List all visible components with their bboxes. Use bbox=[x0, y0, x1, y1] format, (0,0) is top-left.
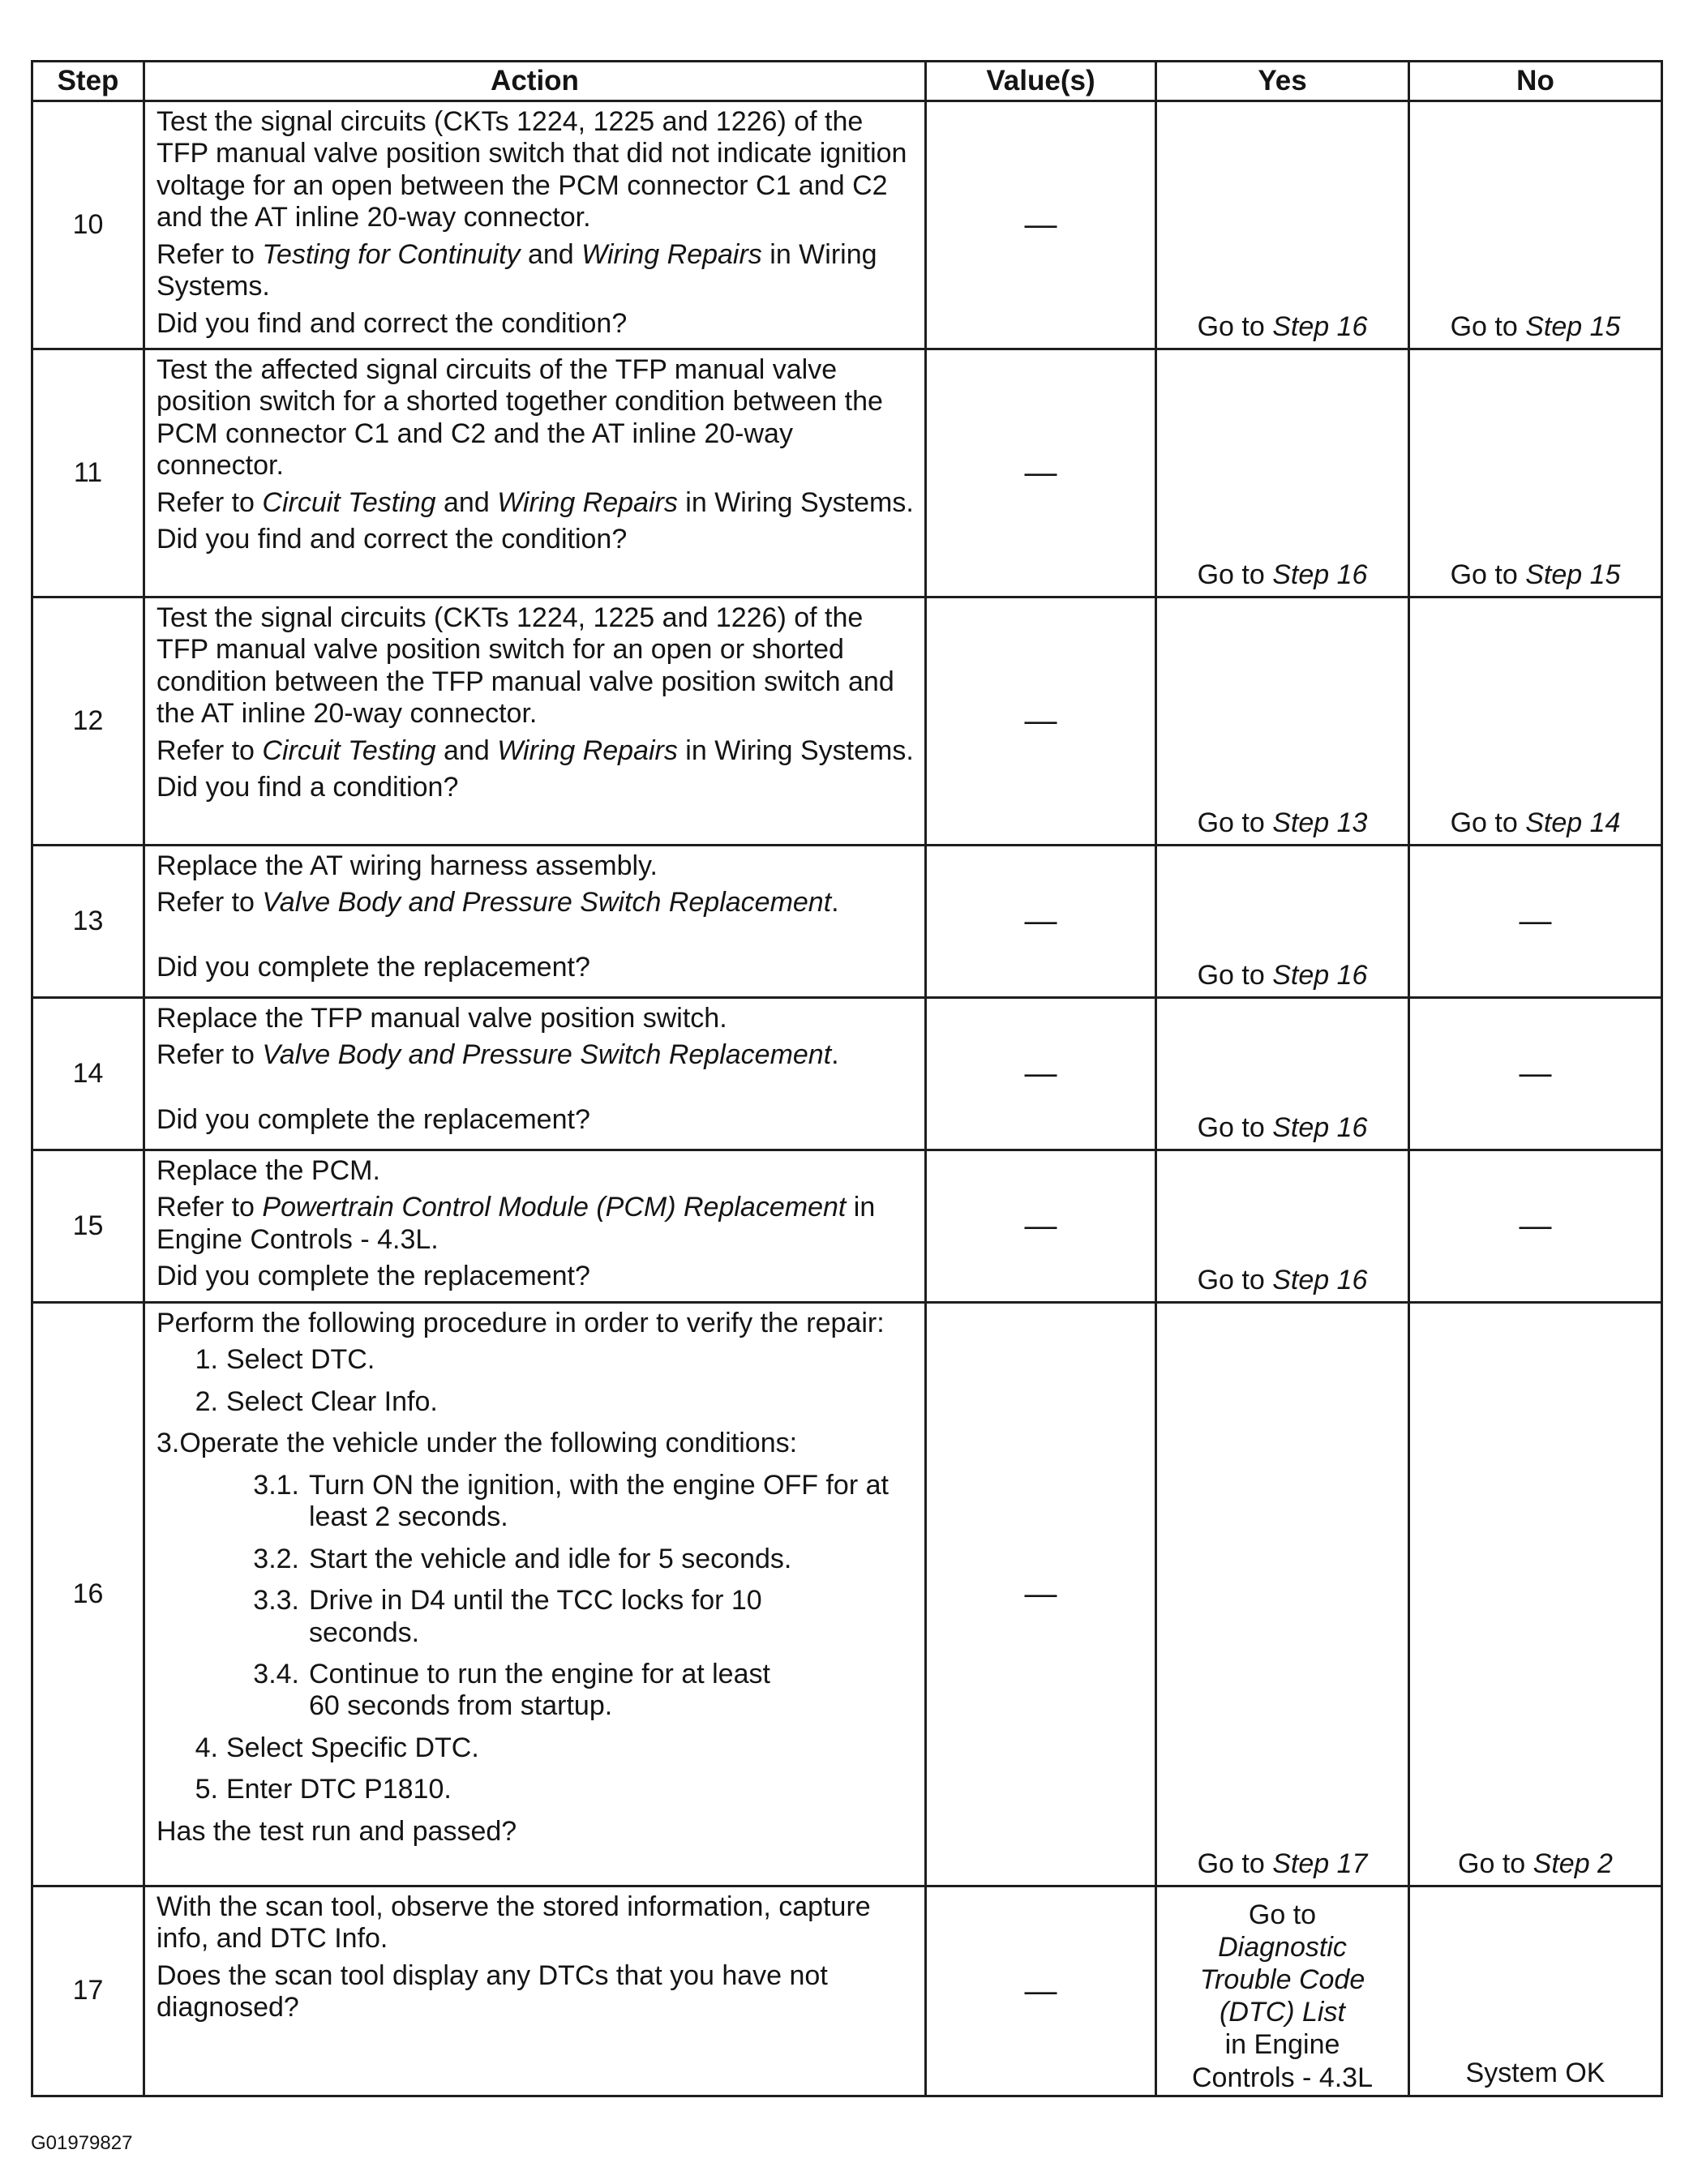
action-cell bbox=[144, 998, 926, 1150]
no-cell: System OK bbox=[1409, 1886, 1662, 2096]
question-text: Did you complete the replacement? bbox=[156, 1261, 590, 1292]
list-item: 2. Select Clear Info. bbox=[195, 1385, 438, 1417]
question-text: Did you find a condition? bbox=[156, 772, 459, 803]
action-cell bbox=[144, 597, 926, 846]
header-step: Step bbox=[32, 62, 144, 101]
action-text: Test the affected signal circuits of the TFP manual valve position switch for a shorted together condition between the PCM connector C1 and C2 and the AT inline 20-way connector. bbox=[156, 354, 883, 482]
refer-text: Refer to Testing for Continuity and Wiring Repairs in Wiring Systems. bbox=[156, 238, 877, 302]
sub-list-item: 3.4. Continue to run the engine for at least 60 seconds from startup. bbox=[253, 1658, 770, 1722]
no-dash: — bbox=[1409, 998, 1662, 1150]
question-text: Has the test run and passed? bbox=[156, 1815, 517, 1847]
action-cell bbox=[144, 1303, 926, 1886]
question-text: Does the scan tool display any DTCs that you have not diagnosed? bbox=[156, 1959, 828, 2023]
table-row bbox=[32, 349, 1662, 597]
table-row bbox=[32, 1886, 1662, 2096]
question-text: Did you complete the replacement? bbox=[156, 1103, 590, 1135]
table-row bbox=[32, 1303, 1662, 1886]
step-number: 10 bbox=[32, 101, 144, 349]
question-text: Did you find and correct the condition? bbox=[156, 307, 628, 339]
value-dash: — bbox=[926, 998, 1156, 1150]
step-number: 13 bbox=[32, 846, 144, 998]
refer-text: Refer to Valve Body and Pressure Switch Replacement. bbox=[156, 1039, 839, 1071]
sub-list-item: 3.1. Turn ON the ignition, with the engine OFF for at least 2 seconds. bbox=[253, 1469, 889, 1533]
yes-cell: Go to Step 16 bbox=[1156, 846, 1409, 998]
header-no: No bbox=[1409, 62, 1662, 101]
action-cell bbox=[144, 349, 926, 597]
action-text: Replace the TFP manual valve position switch. bbox=[156, 1003, 727, 1034]
no-dash: — bbox=[1409, 1150, 1662, 1303]
yes-cell: Go to Step 17 bbox=[1156, 1303, 1409, 1886]
step-number: 11 bbox=[32, 349, 144, 597]
yes-cell: Go to Step 16 bbox=[1156, 998, 1409, 1150]
value-dash: — bbox=[926, 101, 1156, 349]
action-text: Replace the AT wiring harness assembly. bbox=[156, 850, 658, 881]
sub-list-item: 3.2. Start the vehicle and idle for 5 seconds. bbox=[253, 1543, 792, 1574]
procedure-list bbox=[156, 1344, 916, 1805]
header-yes: Yes bbox=[1156, 62, 1409, 101]
yes-cell: Go to Step 13 bbox=[1156, 597, 1409, 846]
action-text: Replace the PCM. bbox=[156, 1155, 380, 1186]
question-text: Did you find and correct the condition? bbox=[156, 524, 628, 555]
table-header-row bbox=[32, 62, 1662, 101]
header-action: Action bbox=[144, 62, 926, 101]
action-text: Perform the following procedure in order to verify the repair: bbox=[156, 1308, 885, 1338]
no-cell: Go to Step 15 bbox=[1409, 101, 1662, 349]
no-cell: Go to Step 14 bbox=[1409, 597, 1662, 846]
value-dash: — bbox=[926, 1150, 1156, 1303]
sub-list-item: 3.3. Drive in D4 until the TCC locks for 10 seconds. bbox=[253, 1585, 762, 1648]
table-row bbox=[32, 846, 1662, 998]
value-dash: — bbox=[926, 1303, 1156, 1886]
refer-text: Refer to Circuit Testing and Wiring Repairs in Wiring Systems. bbox=[156, 734, 914, 766]
no-dash: — bbox=[1409, 846, 1662, 998]
no-cell: Go to Step 2 bbox=[1409, 1303, 1662, 1886]
yes-cell: Go to Step 16 bbox=[1156, 101, 1409, 349]
value-dash: — bbox=[926, 1886, 1156, 2096]
table-row bbox=[32, 1150, 1662, 1303]
header-values: Value(s) bbox=[926, 62, 1156, 101]
yes-cell: Go to Step 16 bbox=[1156, 349, 1409, 597]
refer-text: Refer to Powertrain Control Module (PCM) Replacement in Engine Controls - 4.3L. bbox=[156, 1192, 876, 1255]
diagnostic-table bbox=[31, 60, 1663, 2097]
refer-text: Refer to Circuit Testing and Wiring Repairs in Wiring Systems. bbox=[156, 486, 914, 518]
step-number: 17 bbox=[32, 1886, 144, 2096]
action-cell bbox=[144, 1150, 926, 1303]
table-row bbox=[32, 101, 1662, 349]
refer-text: Refer to Valve Body and Pressure Switch Replacement. bbox=[156, 887, 839, 919]
yes-cell: Go to Step 16 bbox=[1156, 1150, 1409, 1303]
no-cell: Go to Step 15 bbox=[1409, 349, 1662, 597]
step-number: 15 bbox=[32, 1150, 144, 1303]
table-row bbox=[32, 597, 1662, 846]
value-dash: — bbox=[926, 349, 1156, 597]
list-item: 4. Select Specific DTC. bbox=[195, 1732, 479, 1763]
action-cell bbox=[144, 846, 926, 998]
list-item: 3. Operate the vehicle under the following conditions: 3.1. Turn ON the ignition, with the engine OFF for at least 2 seconds. 3.2. Start the vehicle and idle for 5 seconds. 3.3. Drive in D4 until the TCC locks for 10 seconds. 3.4. Continue to run the engine for at least 60 seconds from startup. bbox=[156, 1428, 916, 1723]
action-cell bbox=[144, 101, 926, 349]
step-number: 14 bbox=[32, 998, 144, 1150]
action-text: With the scan tool, observe the stored information, capture info, and DTC Info. bbox=[156, 1891, 871, 1955]
table-row bbox=[32, 998, 1662, 1150]
figure-id: G01979827 bbox=[31, 2132, 133, 2154]
action-text: Test the signal circuits (CKTs 1224, 1225 and 1226) of the TFP manual valve position switch for an open or shorted condition between the TFP manual valve position switch and the AT inline 20-way connector. bbox=[156, 602, 894, 730]
action-cell bbox=[144, 1886, 926, 2096]
value-dash: — bbox=[926, 846, 1156, 998]
action-text: Test the signal circuits (CKTs 1224, 1225 and 1226) of the TFP manual valve position switch that did not indicate ignition voltage for an open between the PCM connector C1 and C2 and the AT inline 20-way connector. bbox=[156, 106, 907, 233]
yes-cell: Go to Diagnostic Trouble Code (DTC) List in Engine Controls - 4.3L bbox=[1156, 1886, 1409, 2096]
step-number: 12 bbox=[32, 597, 144, 846]
list-item: 1. Select DTC. bbox=[195, 1344, 375, 1376]
step-number: 16 bbox=[32, 1303, 144, 1886]
question-text: Did you complete the replacement? bbox=[156, 951, 590, 983]
list-item: 5. Enter DTC P1810. bbox=[195, 1774, 452, 1805]
value-dash: — bbox=[926, 597, 1156, 846]
